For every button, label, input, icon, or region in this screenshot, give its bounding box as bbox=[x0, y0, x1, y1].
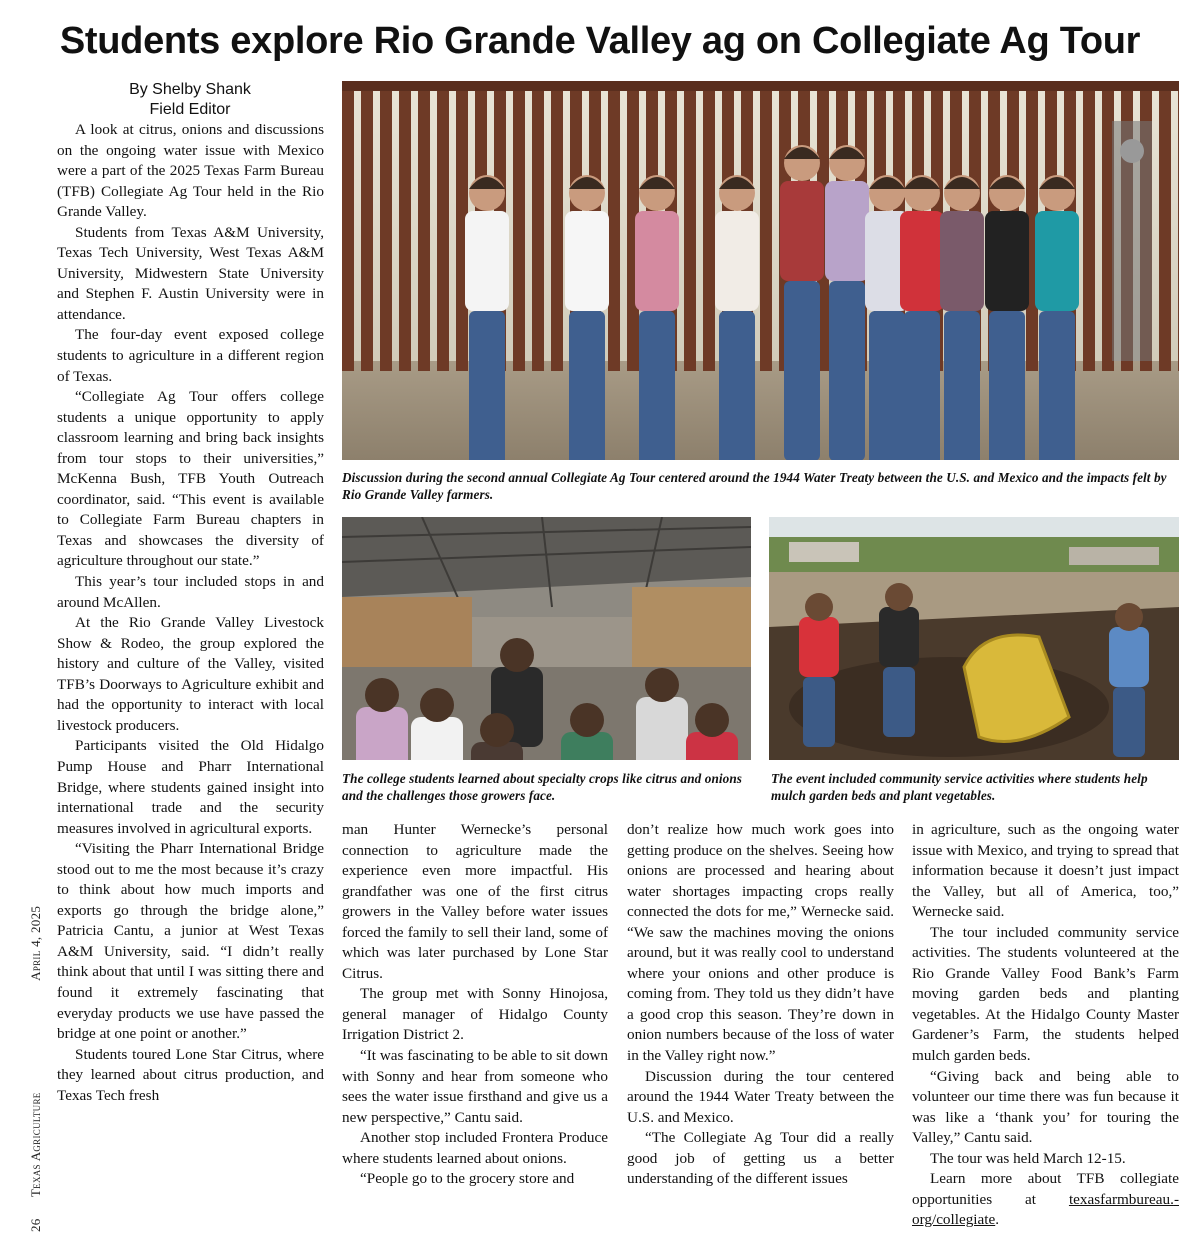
byline-role: Field Editor bbox=[149, 101, 231, 118]
photo-caption-main: Discussion during the second annual Collegiate Ag Tour centered around the 1944 Water Treaty between the U.S. and Mexico and the impacts felt by Rio Grande Valley farmers. bbox=[342, 470, 1167, 502]
paragraph: “People go to the grocery store and bbox=[360, 1170, 575, 1188]
photo-caption-warehouse: The college students learned about specialty crops like citrus and onions and the challenges those growers face. bbox=[342, 771, 743, 803]
headline: Students explore Rio Grande Valley ag on Collegiate Ag Tour bbox=[59, 20, 1141, 62]
collegiate-link[interactable]: texasfarmbureau.org/collegiate bbox=[912, 1190, 1179, 1229]
article-column-1 bbox=[57, 120, 324, 1106]
paragraph: Another stop included Frontera Produce where students learned about onions. bbox=[342, 1129, 608, 1167]
paragraph: Participants visited the Old Hidalgo Pump House and Pharr International Bridge, where students gained insight into international trade and the security measures involved in agricultural exports. bbox=[57, 737, 324, 837]
link-prefix-text: Learn more about TFB collegiate opportunities at bbox=[912, 1170, 1179, 1208]
paragraph: Students toured Lone Star Citrus, where they learned about citrus production, and Texas Tech fresh bbox=[57, 1045, 324, 1104]
paragraph: “Collegiate Ag Tour offers college students a unique opportunity to apply classroom learning and bring back insights from tour stops to their universities,” McKenna Bush, TFB Youth Outreach coordinator, said. “This event is available to Collegiate Farm Bureau chapters in Texas and showcases the diversity of agriculture throughout our state.” bbox=[57, 388, 324, 570]
paragraph: don’t realize how much work goes into getting produce on the shelves. Seeing how onions are processed and hearing about water shortages impacting crops really connected the dots for me,” Wernecke said. “We saw the machines moving the onions around, but it was really cool to understand where your onions and other produce is coming from. They told us they didn’t have a good crop this season. They’re down in onion numbers because of the loss of water in the Valley right now.” bbox=[627, 821, 894, 1065]
publication-name: Texas Agriculture bbox=[28, 1092, 43, 1198]
paragraph: “The Collegiate Ag Tour did a really good job of getting us a better understanding of the different issues bbox=[627, 1129, 894, 1188]
paragraph: A look at citrus, onions and discussions on the ongoing water issue with Mexico were a part of the 2025 Texas Farm Bureau (TFB) Collegiate Ag Tour held in the Rio Grande Valley. bbox=[57, 121, 324, 221]
article-column-4 bbox=[912, 820, 1179, 1231]
page-number: 26 bbox=[28, 1218, 43, 1232]
paragraph: This year’s tour included stops in and around McAllen. bbox=[57, 573, 324, 611]
photo-caption-garden: The event included community service activities where students help mulch garden beds and plant vegetables. bbox=[771, 771, 1148, 803]
issue-date: April 4, 2025 bbox=[28, 905, 43, 981]
article-column-2 bbox=[342, 820, 608, 1190]
page-footer-sidebar bbox=[28, 906, 44, 1232]
paragraph: Students from Texas A&M University, Texas Tech University, West Texas A&M University, Midwestern State University and Stephen F. Austin University were in attendance. bbox=[57, 223, 324, 323]
paragraph: man Hunter Wernecke’s personal connection to agriculture made the experience even more impactful. His grandfather was one of the first citrus growers in the Valley before water issues forced the family to sell their land, some of which was later purchased by Lone Star Citrus. bbox=[342, 821, 608, 982]
warehouse-photo bbox=[342, 517, 751, 760]
paragraph: The tour was held March 12-15. bbox=[930, 1149, 1126, 1167]
paragraph bbox=[912, 1169, 1179, 1231]
article-column-3 bbox=[627, 820, 894, 1190]
garden-service-photo bbox=[769, 517, 1179, 760]
paragraph: “Giving back and being able to volunteer our time there was fun because it was like a ‘thank you’ for touring the Valley,” Cantu said. bbox=[912, 1067, 1179, 1147]
byline-author: By Shelby Shank bbox=[129, 81, 251, 98]
byline bbox=[56, 80, 324, 120]
paragraph: The group met with Sonny Hinojosa, general manager of Hidalgo County Irrigation District 2. bbox=[342, 985, 608, 1044]
paragraph: “It was fascinating to be able to sit down with Sonny and hear from someone who sees the water issue firsthand and give us a new perspective,” Cantu said. bbox=[342, 1047, 608, 1126]
paragraph: The tour included community service activities. The students volunteered at the Rio Grande Valley Food Bank’s Farm moving garden beds and planting vegetables. At the Hidalgo County Master Gardener’s Farm, the students helped mulch garden beds. bbox=[912, 923, 1179, 1065]
paragraph: Discussion during the tour centered around the 1944 Water Treaty between the U.S. and Mexico. bbox=[627, 1067, 894, 1126]
link-suffix-text: . bbox=[995, 1211, 1000, 1229]
paragraph: in agriculture, such as the ongoing water issue with Mexico, and trying to spread that information because it doesn’t just impact the Valley, but all of America, too,” Wernecke said. bbox=[912, 821, 1179, 921]
group-photo-border-wall bbox=[342, 81, 1179, 460]
paragraph: “Visiting the Pharr International Bridge stood out to me the most because it’s crazy to think about how much imports and exports go through the bridge alone,” Patricia Cantu, a junior at West Texas A&M University, said. “I didn’t really think about that until I was sitting there and found it extremely fascinating that everyday products we use have passed the bridge at one point or another.” bbox=[57, 840, 324, 1043]
paragraph: At the Rio Grande Valley Livestock Show & Rodeo, the group explored the history and culture of the Valley, visited TFB’s Doorways to Agriculture exhibit and had the opportunity to interact with local livestock producers. bbox=[57, 614, 324, 734]
paragraph: The four-day event exposed college students to agriculture in a different region of Texas. bbox=[57, 326, 324, 385]
